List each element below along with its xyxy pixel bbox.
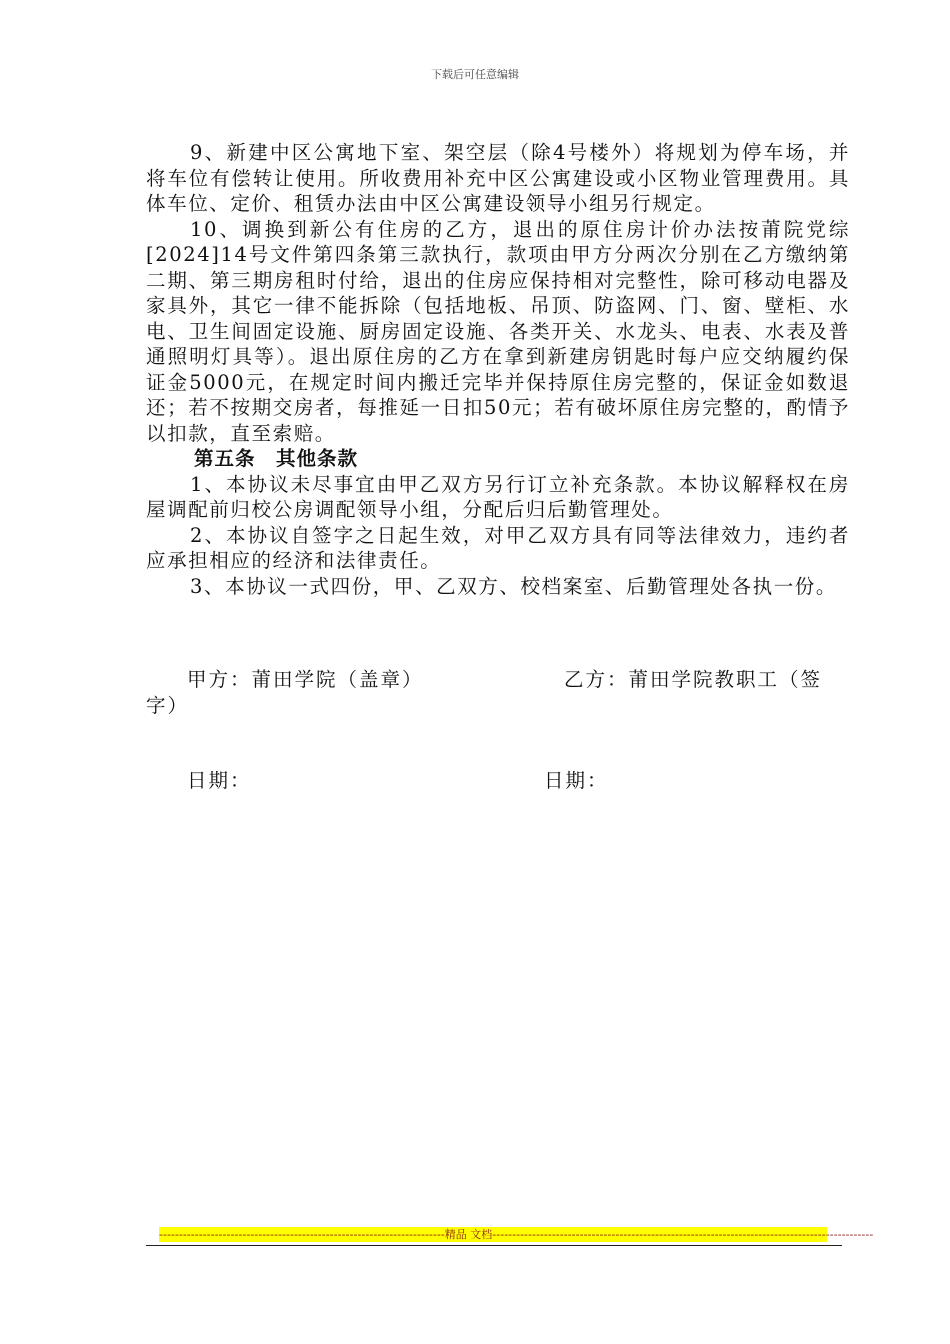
document-body [146,140,850,599]
footer-divider [146,1245,842,1246]
party-a-signature: 甲方：莆田学院（盖章） [187,668,424,691]
party-b-signature: 乙方：莆田学院教职工（签 [564,668,823,691]
clause-item-9: 9、新建中区公寓地下室、架空层（除4号楼外）将规划为停车场，并将车位有偿转让使用。所收费用补充中区公寓建设或小区物业管理费用。具体车位、定价、租赁办法由中区公寓建设领导小组另行规定。 [146,141,850,215]
footer-label: 精品 文档 [444,1228,493,1241]
article-5-heading: 第五条 其他条款 [194,447,359,470]
party-a-date: 日期： [187,769,252,792]
footer-dashes-right: ------------------------------------------------------------------------------------------------ [492,1228,874,1241]
party-b-signature-continued: 字） [146,694,190,717]
footer-banner [159,1227,874,1242]
header-note: 下载后可任意编辑 [431,68,519,81]
article-5-item-3: 3、本协议一式四份，甲、乙双方、校档案室、后勤管理处各执一份。 [190,574,838,598]
clause-item-10: 10、调换到新公有住房的乙方，退出的原住房计价办法按莆院党综[2024]14号文件第四条第三款执行，款项由甲方分两次分别在乙方缴纳第二期、第三期房租时付给，退出的住房应保持相对完整性，除可移动电器及家具外，其它一律不能拆除（包括地板、吊顶、防盗网、门、窗、壁柜、水电、卫生间固定设施、厨房固定设施、各类开关、水龙头、电表、水表及普通照明灯具等）。退出原住房的乙方在拿到新建房钥匙时每户应交纳履约保证金5000元，在规定时间内搬迁完毕并保持原住房完整的，保证金如数退还；若不按期交房者，每推延一日扣50元；若有破坏原住房完整的，酌情予以扣款，直至索赔。 [146,217,850,445]
party-b-date: 日期： [544,769,609,792]
article-5-item-1: 1、本协议未尽事宜由甲乙双方另行订立补充条款。本协议解释权在房屋调配前归校公房调配领导小组，分配后归后勤管理处。 [146,472,850,521]
footer-dashes-left: ------------------------------------------------------------------------ [159,1228,445,1241]
article-5-item-2: 2、本协议自签字之日起生效，对甲乙双方具有同等法律效力，违约者应承担相应的经济和法律责任。 [146,523,850,572]
